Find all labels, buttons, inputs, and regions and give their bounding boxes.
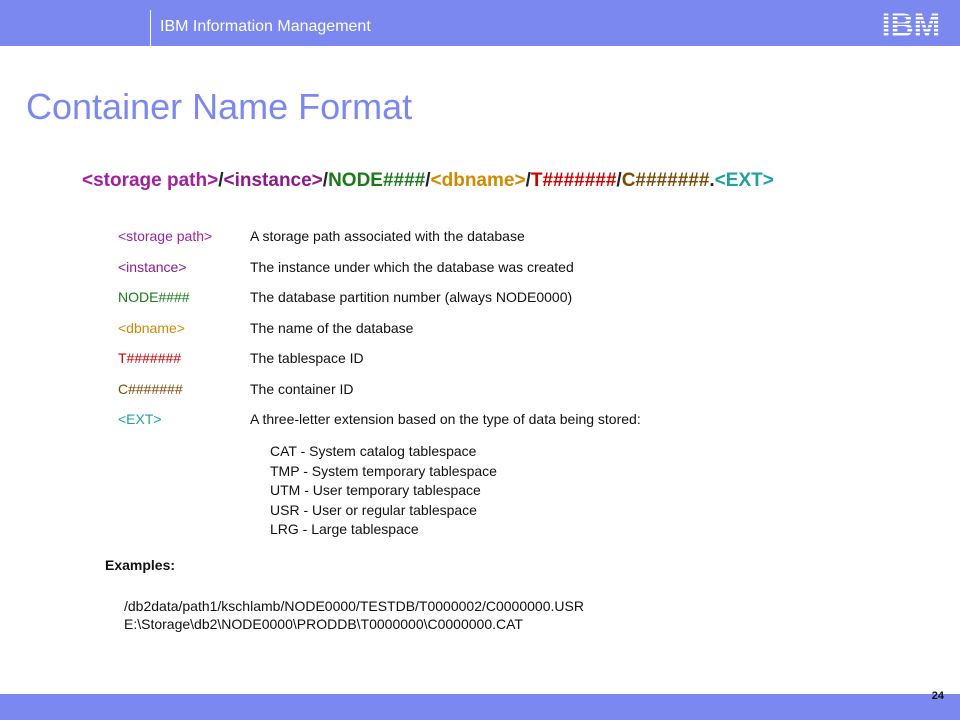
definition-description: The name of the database xyxy=(250,319,414,336)
definition-description: A storage path associated with the database xyxy=(250,228,525,244)
header-divider xyxy=(150,10,151,46)
extension-item: USR - User or regular tablespace xyxy=(270,501,477,518)
format-segment: / xyxy=(218,170,224,191)
header-bar xyxy=(0,0,960,46)
format-segment: C####### xyxy=(621,170,710,191)
extension-list xyxy=(270,442,497,540)
definition-description: A three-letter extension based on the type of data being stored: xyxy=(250,411,641,427)
extension-item: UTM - User temporary tablespace xyxy=(270,482,481,498)
page-number: 24 xyxy=(931,690,944,702)
header-title: IBM Information Management xyxy=(160,18,371,35)
page-title: Container Name Format xyxy=(26,86,413,127)
example-item: E:\Storage\db2\NODE0000\PRODDB\T0000000\C0000000.CAT xyxy=(124,616,523,632)
format-segment: <instance> xyxy=(223,170,323,191)
extension-item: CAT - System catalog tablespace xyxy=(270,443,477,459)
definition-term: C####### xyxy=(118,380,183,397)
container-name-format xyxy=(82,170,774,192)
format-segment: <EXT> xyxy=(714,170,774,191)
format-segment: <dbname> xyxy=(430,170,526,191)
definition-term: <storage path> xyxy=(118,228,213,244)
definition-term: NODE#### xyxy=(118,289,190,305)
extension-item: TMP - System temporary tablespace xyxy=(270,462,497,479)
format-segment: / xyxy=(616,170,622,191)
definition-term: <instance> xyxy=(118,258,187,275)
format-segment: / xyxy=(322,170,329,191)
definition-description: The tablespace ID xyxy=(250,350,364,366)
format-segment: <storage path> xyxy=(82,170,219,191)
svg-text:IBM: IBM xyxy=(881,9,941,39)
examples-label: Examples: xyxy=(105,557,176,573)
extension-item: LRG - Large tablespace xyxy=(270,521,419,537)
format-segment: NODE#### xyxy=(328,170,426,191)
definition-term: T####### xyxy=(118,350,182,366)
format-segment: / xyxy=(525,170,531,191)
definition-description: The database partition number (always NODE0000) xyxy=(250,289,573,305)
format-segment: T####### xyxy=(530,170,617,191)
ibm-logo-icon xyxy=(876,9,946,39)
example-item: /db2data/path1/kschlamb/NODE0000/TESTDB/T0000002/C0000000.USR xyxy=(124,598,584,614)
format-segment: . xyxy=(709,170,715,191)
footer-bar xyxy=(0,694,960,720)
example-list xyxy=(124,597,584,633)
definition-term: <dbname> xyxy=(118,319,185,336)
format-segment: / xyxy=(425,170,431,191)
definition-term: <EXT> xyxy=(118,411,162,427)
definition-description: The instance under which the database was created xyxy=(250,258,574,275)
definition-description: The container ID xyxy=(250,380,354,397)
